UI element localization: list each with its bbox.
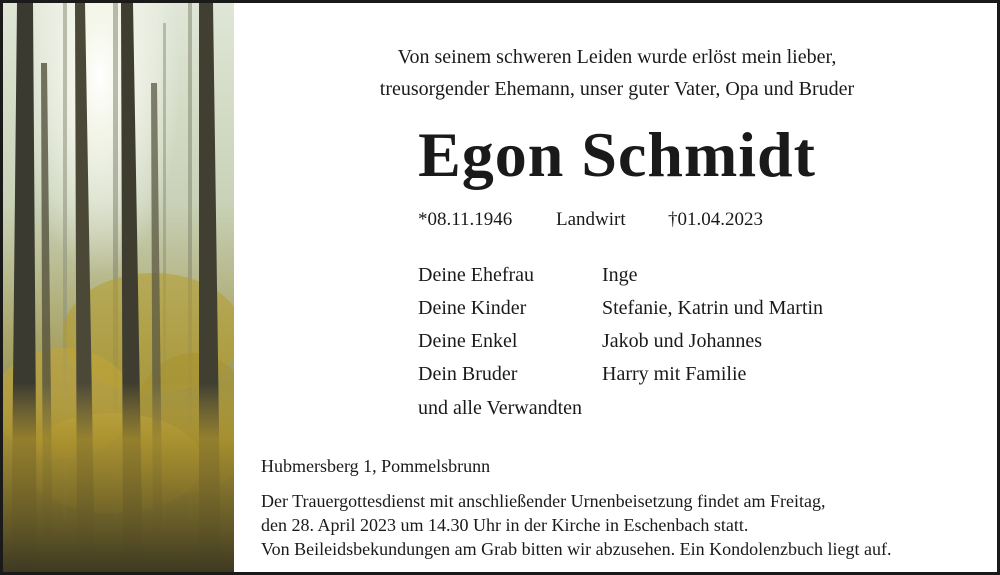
family-relation: Dein Bruder [418, 363, 518, 385]
intro-line-1: Von seinem schweren Leiden wurde erlöst mein lieber, [397, 46, 837, 68]
forest-photo [3, 3, 234, 572]
service-notice-line-3: Von Beileidsbekundungen am Grab bitten wir abzusehen. Ein Kondolenzbuch liegt auf. [261, 539, 892, 559]
intro-line-2: treusorgender Ehemann, unser guter Vater, Opa und Bruder [379, 78, 855, 100]
family-relation: Deine Ehefrau [418, 264, 535, 286]
family-names: Stefanie, Katrin und Martin [602, 297, 824, 319]
service-notice-line-1: Der Trauergottesdienst mit anschließender Urnenbeisetzung findet am Freitag, [261, 491, 826, 511]
family-relation: Deine Kinder [418, 297, 527, 319]
family-names: Inge [602, 264, 638, 286]
occupation: Landwirt [556, 209, 626, 230]
deceased-name: Egon Schmidt [418, 119, 816, 190]
birth-date: *08.11.1946 [418, 209, 513, 230]
family-names: Harry mit Familie [602, 363, 747, 385]
address: Hubmersberg 1, Pommelsbrunn [261, 456, 491, 476]
service-notice-line-2: den 28. April 2023 um 14.30 Uhr in der Kirche in Eschenbach statt. [261, 515, 749, 535]
relatives-line: und alle Verwandten [418, 397, 583, 419]
death-date: †01.04.2023 [668, 209, 763, 230]
family-names: Jakob und Johannes [602, 330, 762, 352]
forest-image [3, 3, 234, 572]
family-relation: Deine Enkel [418, 330, 518, 352]
